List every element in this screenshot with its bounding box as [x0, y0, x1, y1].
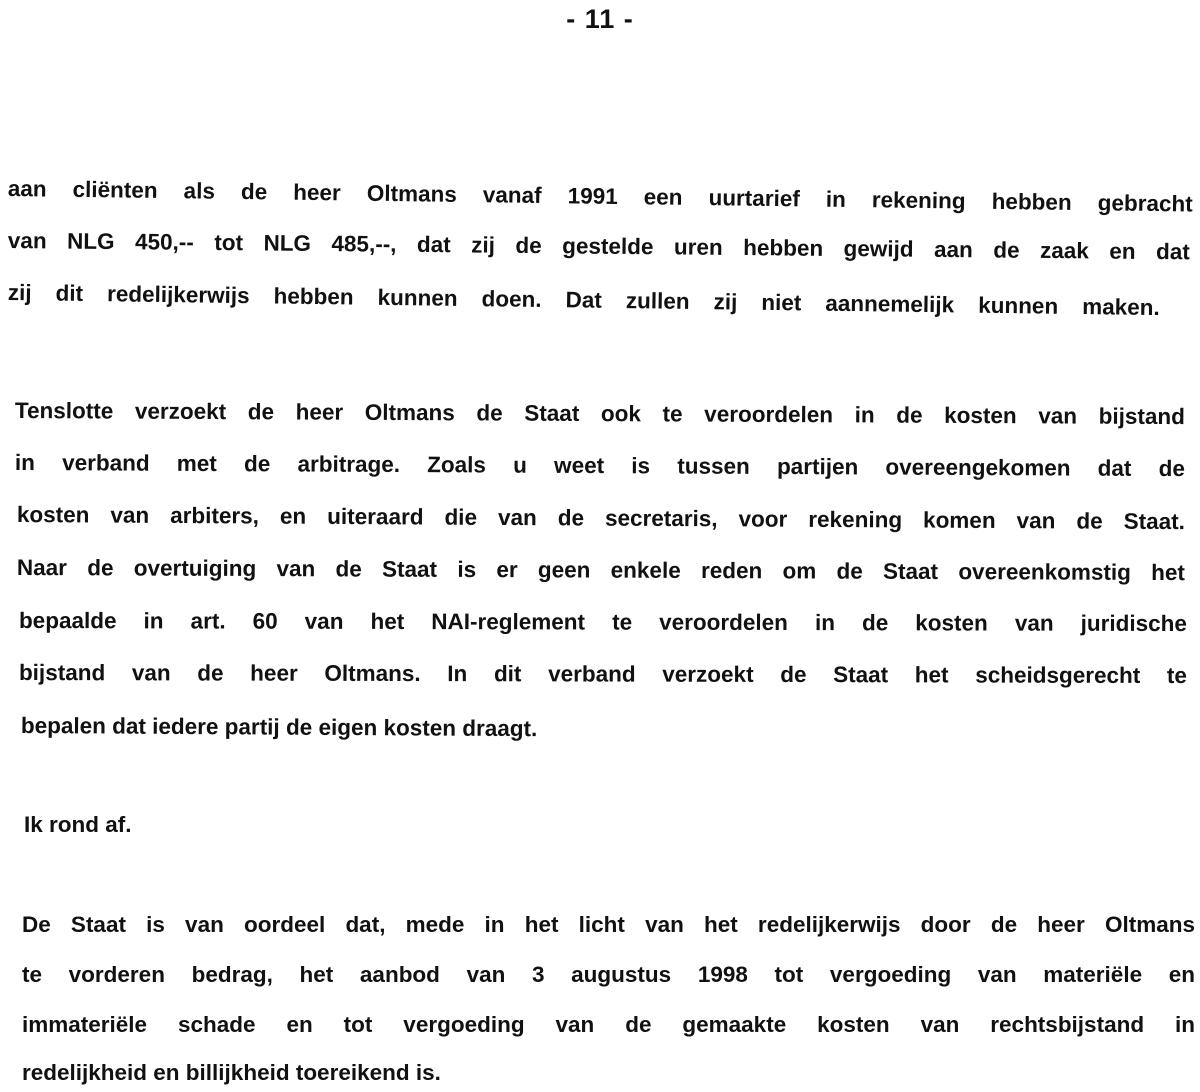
text-line: redelijkheid en billijkheid toereikend is.	[22, 1060, 441, 1085]
text-line: bepaalde in art. 60 van het NAI-reglement te veroordelen in de kosten van juridische	[18, 608, 1187, 637]
text-line: van NLG 450,-- tot NLG 485,--, dat zij de gestelde uren hebben gewijd aan de zaak en dat	[7, 227, 1190, 265]
text-line: Naar de overtuiging van de Staat is er geen enkele reden om de Staat overeenkomstig het	[16, 555, 1185, 586]
text-line: te vorderen bedrag, het aanbod van 3 augustus 1998 tot vergoeding van materiële en	[22, 962, 1195, 987]
text-line: aan cliënten als de heer Oltmans vanaf 1991 een uurtarief in rekening hebben gebracht	[7, 175, 1193, 217]
text-line: Ik rond af.	[24, 812, 132, 837]
text-line: bijstand van de heer Oltmans. In dit verband verzoekt de Staat het scheidsgerecht te	[18, 660, 1187, 689]
text-line: De Staat is van oordeel dat, mede in het licht van het redelijkerwijs door de heer Oltmans	[22, 912, 1195, 937]
text-line: zij dit redelijkerwijs hebben kunnen doen. Dat zullen zij niet aannemelijk kunnen maken.	[7, 279, 1160, 321]
text-line: Tenslotte verzoekt de heer Oltmans de Staat ook te veroordelen in de kosten van bijstand	[14, 397, 1185, 430]
text-line: bepalen dat iedere partij de eigen kosten draagt.	[20, 712, 538, 742]
text-line: immateriële schade en tot vergoeding van de gemaakte kosten van rechtsbijstand in	[22, 1012, 1195, 1037]
text-line: kosten van arbiters, en uiteraard die van de secretaris, voor rekening komen van de Staat.	[16, 501, 1185, 535]
text-line: in verband met de arbitrage. Zoals u weet is tussen partijen overeengekomen dat de	[14, 449, 1185, 482]
page-number: - 11 -	[566, 4, 634, 34]
